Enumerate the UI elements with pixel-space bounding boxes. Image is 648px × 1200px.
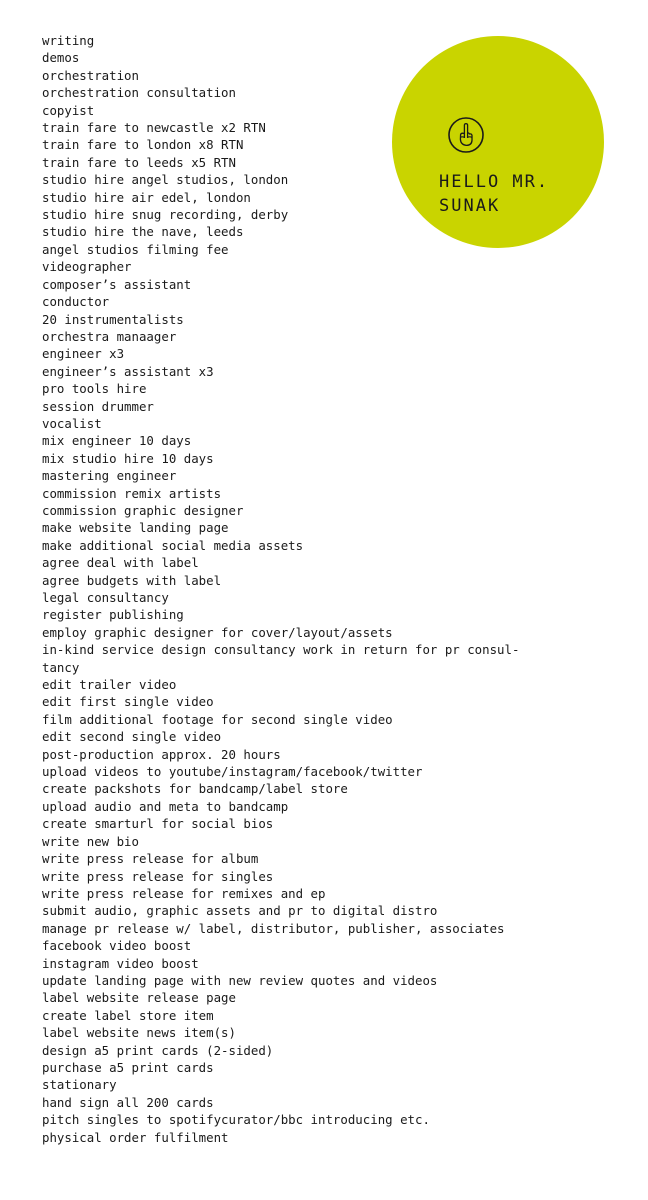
list-item: post-production approx. 20 hours — [42, 746, 281, 762]
list-item: commission remix artists — [42, 485, 222, 501]
list-item: tancy — [42, 659, 80, 675]
list-item: train fare to leeds x5 RTN — [42, 154, 236, 170]
list-item: write press release for album — [42, 851, 259, 867]
list-item: writing — [42, 33, 95, 48]
list-item: register publishing — [42, 607, 184, 623]
list-item: agree budgets with label — [42, 572, 222, 588]
list-item: studio hire the nave, leeds — [42, 224, 244, 240]
list-item: edit trailer video — [42, 677, 177, 693]
list-item: pro tools hire — [42, 381, 147, 397]
list-item: train fare to london x8 RTN — [42, 137, 244, 153]
list-item: upload audio and meta to bandcamp — [42, 798, 289, 814]
list-item: create smarturl for social bios — [42, 816, 274, 832]
list-item: design a5 print cards (2-sided) — [42, 1042, 274, 1058]
list-item: mastering engineer — [42, 468, 177, 484]
list-item: session drummer — [42, 398, 154, 414]
list-item: studio hire angel studios, london — [42, 172, 289, 188]
list-item: label website news item(s) — [42, 1025, 236, 1041]
list-item: vocalist — [42, 415, 102, 431]
list-item: label website release page — [42, 990, 236, 1006]
list-item: make additional social media assets — [42, 537, 304, 553]
badge-circle — [392, 36, 604, 248]
list-item: train fare to newcastle x2 RTN — [42, 120, 266, 136]
list-item: agree deal with label — [42, 555, 199, 571]
list-item: film additional footage for second single video — [42, 711, 393, 727]
list-item: angel studios filming fee — [42, 241, 229, 257]
badge-heading-line-2: SUNAK — [439, 196, 501, 216]
list-item: write press release for singles — [42, 868, 274, 884]
list-item: update landing page with new review quotes and videos — [42, 972, 438, 988]
list-item: conductor — [42, 294, 110, 310]
raised-middle-finger-icon — [447, 116, 485, 154]
list-item: in-kind service design consultancy work in return for pr consul- — [42, 642, 520, 658]
list-item: make website landing page — [42, 520, 229, 536]
list-item: videographer — [42, 259, 132, 275]
list-item: create label store item — [42, 1007, 214, 1023]
list-item: orchestration — [42, 67, 139, 83]
list-item: engineer x3 — [42, 346, 125, 362]
list-item: write press release for remixes and ep — [42, 885, 326, 901]
list-item: pitch singles to spotifycurator/bbc introducing etc. — [42, 1112, 430, 1128]
list-item: edit second single video — [42, 729, 222, 745]
list-item: facebook video boost — [42, 938, 192, 954]
list-item: orchestra manaager — [42, 328, 177, 344]
badge-heading-line-1: HELLO MR. — [439, 172, 550, 192]
list-item: purchase a5 print cards — [42, 1059, 214, 1075]
list-item: write new bio — [42, 833, 139, 849]
list-item: instagram video boost — [42, 955, 199, 971]
list-item: edit first single video — [42, 694, 214, 710]
list-item: mix engineer 10 days — [42, 433, 192, 449]
list-item: create packshots for bandcamp/label store — [42, 781, 348, 797]
list-item: copyist — [42, 102, 95, 118]
list-item: submit audio, graphic assets and pr to digital distro — [42, 903, 438, 919]
list-item: legal consultancy — [42, 590, 169, 605]
list-item: hand sign all 200 cards — [42, 1094, 214, 1110]
list-item: 20 instrumentalists — [42, 311, 184, 327]
list-item: orchestration consultation — [42, 85, 236, 101]
list-item: engineer’s assistant x3 — [42, 363, 214, 379]
list-item: employ graphic designer for cover/layout/assets — [42, 624, 393, 640]
list-item: commission graphic designer — [42, 502, 244, 518]
list-item: composer’s assistant — [42, 276, 192, 292]
list-item: upload videos to youtube/instagram/facebook/twitter — [42, 764, 423, 780]
list-item: physical order fulfilment — [42, 1129, 229, 1145]
badge-heading — [439, 170, 549, 218]
list-item: mix studio hire 10 days — [42, 450, 214, 466]
list-item: studio hire snug recording, derby — [42, 207, 289, 223]
list-item: stationary — [42, 1077, 117, 1093]
list-item: manage pr release w/ label, distributor, publisher, associates — [42, 920, 505, 936]
list-item: demos — [42, 50, 80, 66]
list-item: studio hire air edel, london — [42, 189, 251, 205]
